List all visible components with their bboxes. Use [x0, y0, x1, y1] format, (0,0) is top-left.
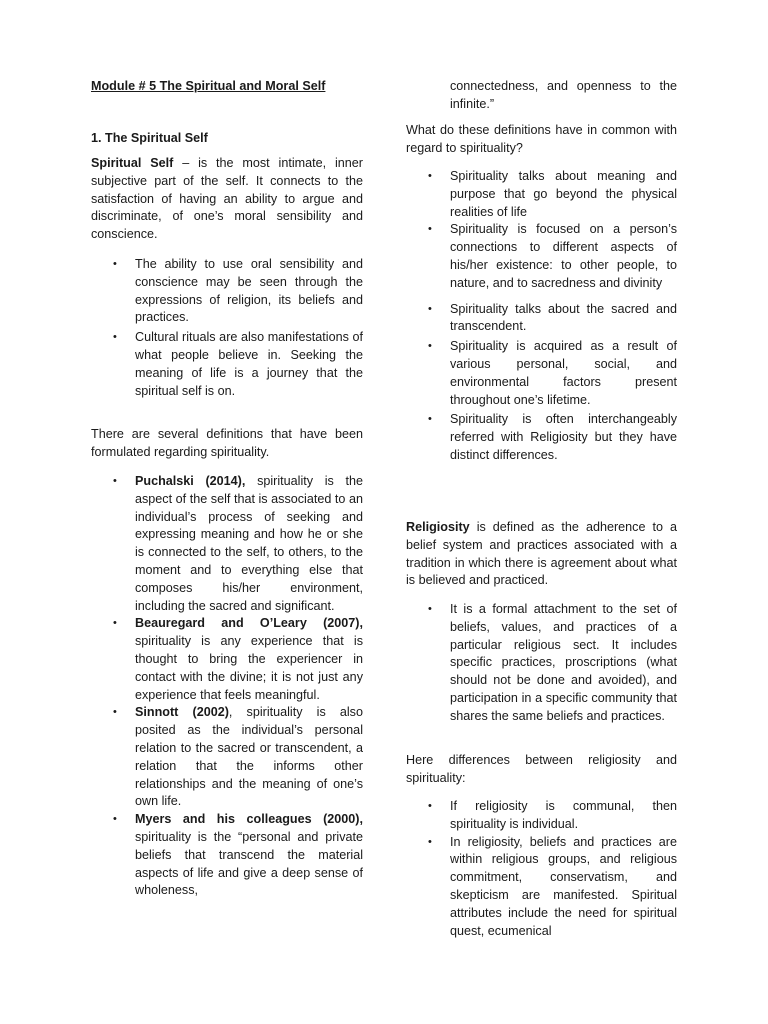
differences-bullet-list	[406, 798, 677, 940]
list-item: • The ability to use oral sensibility and conscience may be seen through the expressions of religion, its beliefs and practices.	[91, 256, 363, 327]
spiritual-self-paragraph	[91, 155, 363, 244]
definitions-list	[91, 473, 363, 900]
definition-item	[91, 473, 363, 615]
religiosity-bullet-list	[406, 601, 677, 726]
religiosity-definition: is defined as the adherence to a belief system and practices associated with a tradition in which there is agreement about what is believed and practiced.	[406, 520, 677, 588]
religiosity-term: Religiosity	[406, 520, 470, 534]
list-item: • It is a formal attachment to the set of beliefs, values, and practices of a particular religious sect. It includes specific practices, proscriptions (what should not be done and avoided), and participation in a specific community that shares the same beliefs and practices.	[406, 601, 677, 726]
list-item: • Cultural rituals are also manifestations of what people believe in. Seeking the meaning of life is a journey that the spiritual self is on.	[91, 329, 363, 400]
differences-intro: Here differences between religiosity and spirituality:	[406, 753, 677, 785]
list-item: • Spirituality talks about the sacred and transcendent.	[406, 301, 677, 337]
definition-text: spirituality is the “personal and private beliefs that transcend the material aspects of life and give a deep sense of wholeness,	[135, 829, 363, 898]
page-title: Module # 5 The Spiritual and Moral Self	[91, 79, 326, 93]
common-bullet-list	[406, 168, 677, 465]
definition-author: Sinnott (2002)	[135, 705, 229, 720]
spiritual-self-term: Spiritual Self	[91, 156, 174, 170]
definition-item	[91, 811, 363, 900]
definition-author: Myers and his colleagues (2000),	[135, 812, 363, 827]
list-item: • Spirituality is often interchangeably referred with Religiosity but they have distinct differences.	[406, 411, 677, 464]
list-item: • In religiosity, beliefs and practices are within religious groups, and religious commitment, conservatism, and skepticism are manifested. Spiritual attributes include the need for spiritual quest, ecumenical	[406, 834, 677, 941]
definition-item	[91, 615, 363, 704]
common-question: What do these definitions have in common with regard to spirituality?	[406, 123, 677, 155]
list-item: • Spirituality is focused on a person’s connections to different aspects of his/her existence: to other people, to nature, and to sacredness and divinity	[406, 221, 677, 292]
spiritual-self-definition: – is the most intimate, inner subjective part of the self. It connects to the satisfaction of having an ability to argue and discriminate, of one’s moral sensibility and conscience.	[91, 156, 363, 242]
section-heading: 1. The Spiritual Self	[91, 131, 208, 145]
definition-text: spirituality is any experience that is thought to bring the experiencer in contact with the divine; it is not just any experience that feels meaningful.	[135, 634, 363, 702]
religiosity-paragraph	[406, 519, 677, 590]
definition-text: spirituality is the aspect of the self that is associated to an individual’s process of seeking and expressing meaning and how he or she is connected to the self, to others, to the moment and to everything else that composes his/her environment, including the sacred and significant.	[135, 474, 364, 613]
list-item: • Spirituality is acquired as a result of various personal, social, and environmental factors present throughout one’s lifetime.	[406, 338, 677, 409]
definitions-intro: There are several definitions that have been formulated regarding spirituality.	[91, 427, 363, 459]
spiritual-self-bullet-list	[91, 256, 363, 400]
definition-author: Puchalski (2014),	[135, 474, 246, 488]
definition-item	[91, 704, 363, 811]
definition-text: , spirituality is also posited as the individual’s personal relation to the sacred or transcendent, a relation that the informs other relationships and the meaning of one’s own life.	[135, 705, 363, 809]
list-item: • Spirituality talks about meaning and purpose that go beyond the physical realities of life	[406, 168, 677, 221]
definition-author: Beauregard and O’Leary (2007),	[135, 616, 363, 631]
myers-continuation: connectedness, and openness to the infinite.”	[450, 79, 677, 111]
list-item: • If religiosity is communal, then spirituality is individual.	[406, 798, 677, 834]
